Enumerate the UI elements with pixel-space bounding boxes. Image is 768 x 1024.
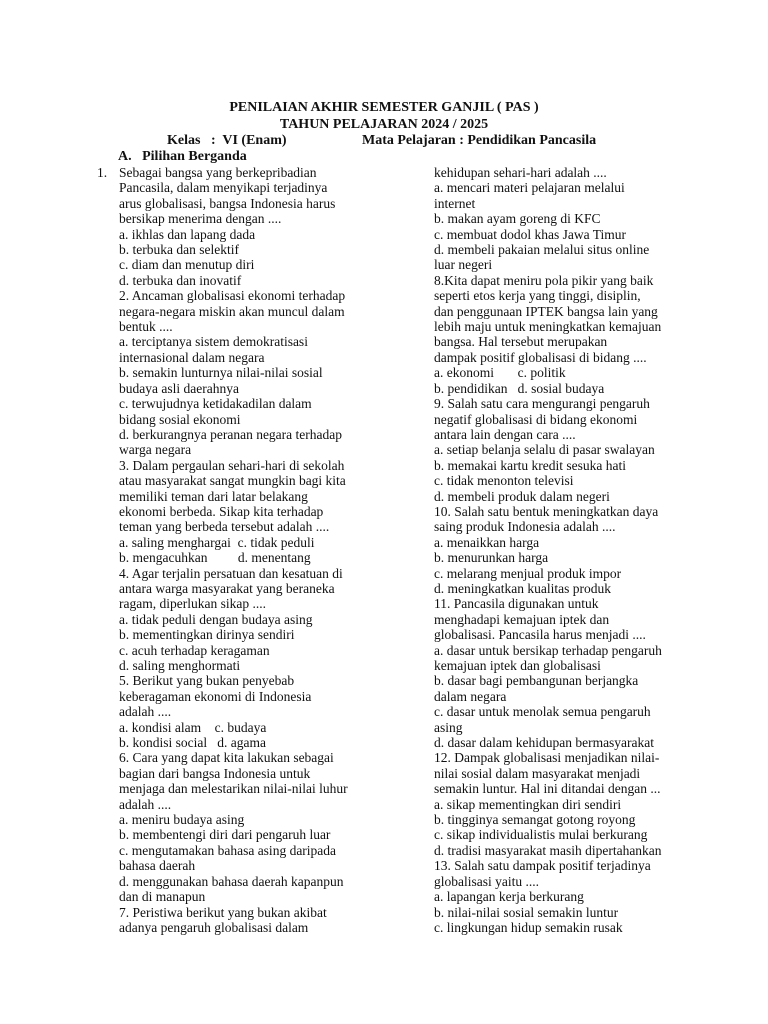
text-line: a. lapangan kerja berkurang [434,889,584,905]
text-line: b. mengacuhkan d. menentang [119,550,311,566]
text-line: a. mencari materi pelajaran melalui [434,180,625,196]
text-line: arus globalisasi, bangsa Indonesia harus [119,195,336,211]
text-line: a. saling menghargai c. tidak peduli [119,534,315,550]
text-line: d. membeli pakaian melalui situs online [434,242,650,258]
text-line: c. terwujudnya ketidakadilan dalam [119,396,312,412]
text-line: c. diam dan menutup diri [119,257,255,273]
text-line: dalam negara [434,688,507,704]
text-line: globalisasi. Pancasila harus menjadi .... [434,627,646,643]
text-line: ekonomi berbeda. Sikap kita terhadap [119,503,324,519]
text-line: a. tidak peduli dengan budaya asing [119,611,313,627]
text-line: ragam, diperlukan sikap .... [119,596,266,612]
text-line: b. makan ayam goreng di KFC [434,211,601,227]
text-line: atau masyarakat sangat mungkin bagi kita [119,473,346,489]
text-line: b. mementingkan dirinya sendiri [119,627,295,643]
text-line: d. membeli produk dalam negeri [434,488,610,504]
text-line: seperti etos kerja yang tinggi, disiplin, [434,288,641,304]
text-line: dan di manapun [119,889,206,905]
text-line: bentuk .... [119,319,173,335]
text-line: adanya pengaruh globalisasi dalam [119,919,309,935]
text-line: bersikap menerima dengan .... [119,211,282,227]
text-line: warga negara [119,442,192,458]
text-line: 4. Agar terjalin persatuan dan kesatuan di [119,565,343,581]
text-line: c. acuh terhadap keragaman [119,642,270,658]
text-line: c. tidak menonton televisi [434,473,574,489]
text-line: a. meniru budaya asing [119,812,245,828]
text-line: asing [434,719,463,735]
text-line: keberagaman ekonomi di Indonesia [119,688,312,704]
text-line: d. menggunakan bahasa daerah kapanpun [119,873,344,889]
section-heading: A. Pilihan Berganda [118,149,247,164]
text-line: bidang sosial ekonomi [119,411,241,427]
text-line: budaya asli daerahnya [119,380,239,396]
text-line: globalisasi yaitu .... [434,873,539,889]
text-line: negara-negara miskin akan muncul dalam [119,303,345,319]
text-line: b. tingginya semangat gotong royong [434,812,636,828]
left-column [119,165,379,935]
text-line: 3. Dalam pergaulan sehari-hari di sekolah [119,457,345,473]
text-line: a. terciptanya sistem demokratisasi [119,334,308,350]
text-line: Sebagai bangsa yang berkepribadian [119,165,317,180]
text-line: 13. Salah satu dampak positif terjadinya [434,858,651,874]
text-line: c. sikap individualistis mulai berkurang [434,827,648,843]
text-line: negatif globalisasi di bidang ekonomi [434,411,638,427]
text-line: nilai sosial dalam masyarakat menjadi [434,765,641,781]
text-line: 7. Peristiwa berikut yang bukan akibat [119,904,327,920]
text-line: dan penggunaan IPTEK bangsa lain yang [434,303,658,319]
text-line: 11. Pancasila digunakan untuk [434,596,599,612]
text-line: internasional dalam negara [119,349,265,365]
text-line: bagian dari bangsa Indonesia untuk [119,765,311,781]
text-line: kemajuan iptek dan globalisasi [434,658,601,673]
exam-title: PENILAIAN AKHIR SEMESTER GANJIL ( PAS ) [229,100,539,115]
text-line: a. dasar untuk bersikap terhadap pengaruh [434,642,662,658]
text-line: d. saling menghormati [119,658,241,673]
text-line: 9. Salah satu cara mengurangi pengaruh [434,396,650,412]
text-line: b. memakai kartu kredit sesuka hati [434,457,626,473]
text-line: b. dasar bagi pembangunan berjangka [434,673,639,689]
question-number: 1. [97,165,108,180]
text-line: b. terbuka dan selektif [119,242,239,258]
text-line: a. sikap mementingkan diri sendiri [434,796,622,812]
text-line: a. ekonomi c. politik [434,365,566,381]
text-line: kehidupan sehari-hari adalah .... [434,165,607,180]
text-line: b. nilai-nilai sosial semakin luntur [434,904,619,920]
text-line: d. terbuka dan inovatif [119,272,242,288]
text-line: memiliki teman dari latar belakang [119,488,308,504]
academic-year: TAHUN PELAJARAN 2024 / 2025 [279,117,489,132]
text-line: 5. Berikut yang bukan penyebab [119,673,295,689]
text-line: c. dasar untuk menolak semua pengaruh [434,704,651,720]
text-line: b. semakin lunturnya nilai-nilai sosial [119,365,323,381]
text-line: a. kondisi alam c. budaya [119,719,267,735]
text-line: menjaga dan melestarikan nilai-nilai luhur [119,781,348,797]
text-line: menghadapi kemajuan iptek dan [434,611,610,627]
text-line: a. setiap belanja selalu di pasar swalayan [434,442,655,458]
text-line: bahasa daerah [119,858,196,874]
text-line: c. mengutamakan bahasa asing daripada [119,842,337,858]
text-line: b. membentengi diri dari pengaruh luar [119,827,331,843]
text-line: 6. Cara yang dapat kita lakukan sebagai [119,750,334,766]
text-line: b. kondisi social d. agama [119,735,266,751]
subject-label: Mata Pelajaran : Pendidikan Pancasila [362,133,597,148]
right-column [434,165,690,935]
text-line: semakin luntur. Hal ini ditandai dengan ... [434,781,661,797]
text-line: c. membuat dodol khas Jawa Timur [434,226,626,242]
text-line: adalah .... [119,796,172,812]
text-line: 8.Kita dapat meniru pola pikir yang baik [434,272,654,288]
text-line: dampak positif globalisasi di bidang .... [434,349,647,365]
text-line: internet [434,195,476,211]
text-line: d. meningkatkan kualitas produk [434,580,611,596]
text-line: Pancasila, dalam menyikapi terjadinya [119,180,328,196]
text-line: bangsa. Hal tersebut merupakan [434,334,608,350]
text-line: 2. Ancaman globalisasi ekonomi terhadap [119,288,346,304]
text-line: a. menaikkan harga [434,534,540,550]
text-line: b. menurunkan harga [434,550,549,566]
text-line: 12. Dampak globalisasi menjadikan nilai- [434,750,660,766]
text-line: adalah .... [119,704,172,720]
text-line: d. berkurangnya peranan negara terhadap [119,426,343,442]
text-line: 10. Salah satu bentuk meningkatkan daya [434,503,659,519]
text-line: teman yang berbeda tersebut adalah .... [119,519,330,535]
text-line: a. ikhlas dan lapang dada [119,226,256,242]
text-line: c. melarang menjual produk impor [434,565,622,581]
text-line: antara warga masyarakat yang beraneka [119,580,335,596]
text-line: c. lingkungan hidup semakin rusak [434,919,623,935]
text-line: d. dasar dalam kehidupan bermasyarakat [434,735,655,751]
text-line: luar negeri [434,257,493,273]
text-line: d. tradisi masyarakat masih dipertahankan [434,842,662,858]
text-line: lebih maju untuk meningkatkan kemajuan [434,319,662,335]
text-line: b. pendidikan d. sosial budaya [434,380,605,396]
text-line: antara lain dengan cara .... [434,426,576,442]
text-line: saing produk Indonesia adalah .... [434,519,616,535]
class-label: Kelas : VI (Enam) [167,133,287,148]
